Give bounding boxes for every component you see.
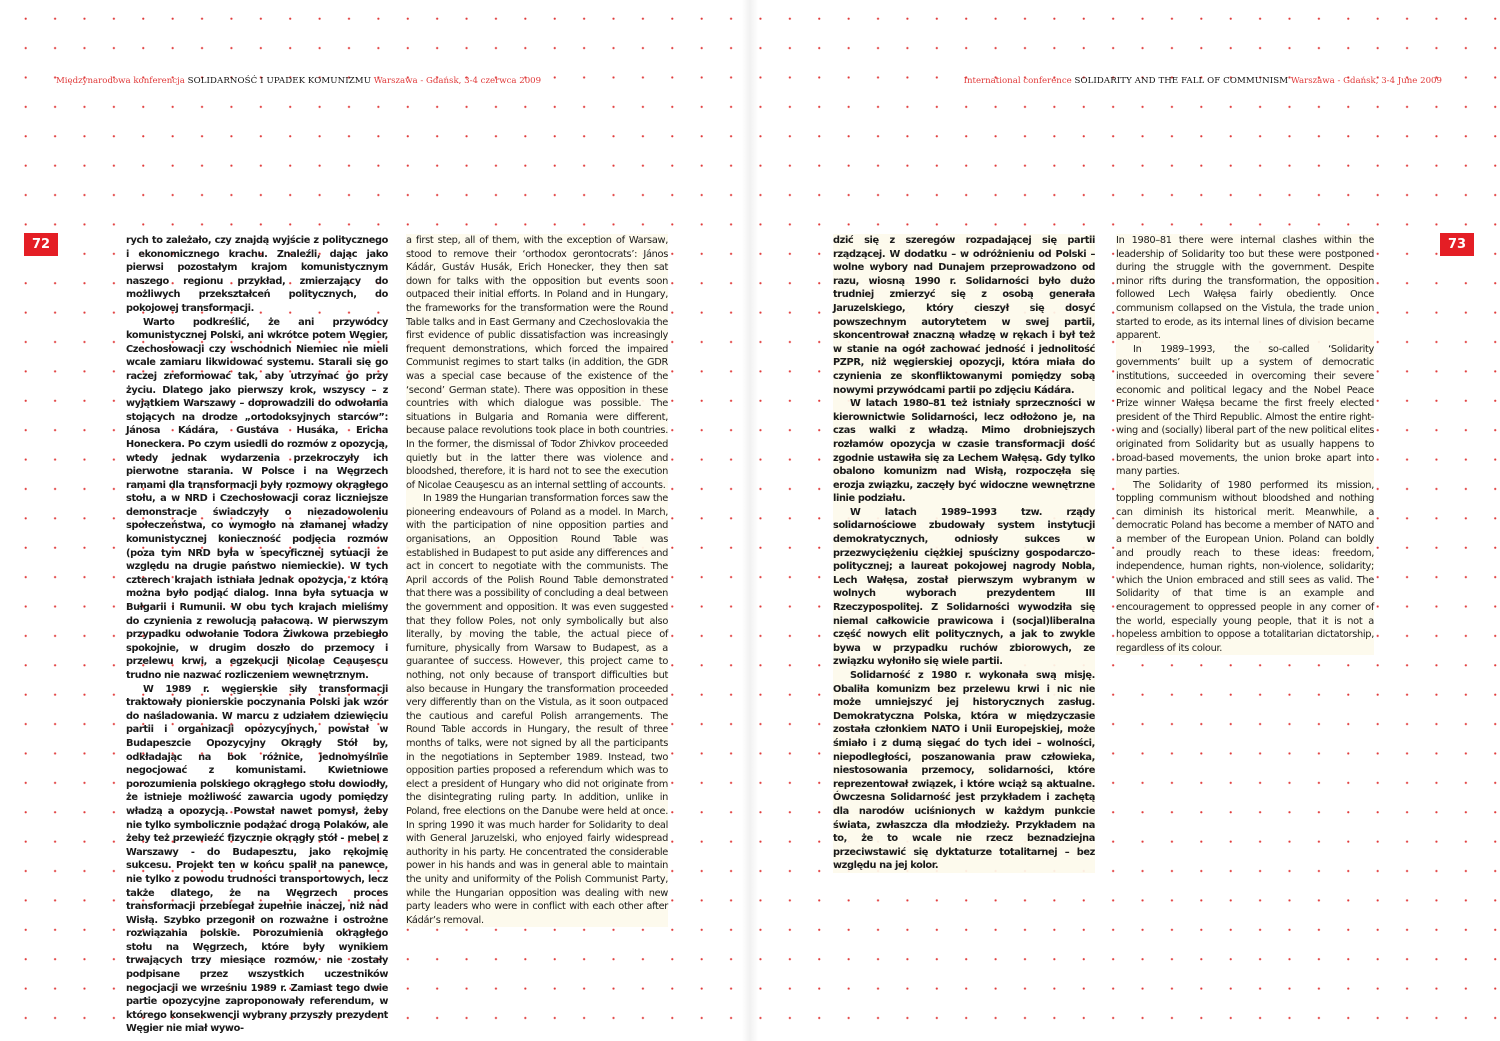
body-paragraph: In 1980–81 there were internal clashes within the leadership of Solidarity too but these were postponed during the struggle with the government. Despite minor rifts during the transformation, the opposition followed Lech Wałęsa fairly obediently. Once communism collapsed on the Vistula, the trade union started to erode, as its internal lines of division became apparent. (1116, 235, 1374, 342)
running-head-right (964, 75, 1442, 87)
body-paragraph: W 1989 r. węgierskie siły transformacji traktowały pionierskie poczynania Polski jak wzór do naśladowania. W marcu z udziałem dziewięciu partii i organizacji opozycyjnych, powstał w Budapeszcie Opozycyjny Okrągły Stół by, odkładając na bok różnice, jednomyślnie negocjować z komunistami. Kwietniowe porozumienia polskiego okrągłego stołu dowiodły, że istnieje możliwość zawarcia ugody pomiędzy władzą a opozycją. Powstał nawet pomysł, żeby nie tylko symbolicznie podążać drogą Polaków, ale żeby też przewieźć fizycznie okrągły stół - mebel z Warszawy - do Budapesztu, jako rękojmię sukcesu. Projekt ten w końcu spalił na panewce, nie tylko z powodu trudności transportowych, lecz także dlatego, że na Węgrzech proces transformacji przebiegał zupełnie inaczej, niż nad Wisłą. Szybko przegonił on rozważne i ostrożne rozwiązania polskie. Porozumienia okrągłego stołu na Węgrzech, które były wynikiem trwających trzy miesiące rozmów, nie zostały podpisane przez wszystkich uczestników negocjacji we wrześniu 1989 r. Zamiast tego dwie partie opozycyjne zaproponowały referendum, w którego konsekwencji wybrany przyszły prezydent Węgier nie miał wywo- (126, 683, 388, 1035)
running-head-left-prefix: Międzynarodowa konferencja (56, 76, 188, 86)
page-number-right: 73 (1440, 233, 1474, 256)
running-head-left-suffix: Warszawa - Gdańsk, 3-4 czerwca 2009 (371, 76, 542, 86)
right-page-polish-column (833, 234, 1095, 873)
body-paragraph: dzić się z szeregów rozpadającej się partii rządzącej. W dodatku – w odróżnieniu od Polski – wolne wybory nad Dunajem przeprowadzono od razu, wiosną 1990 r. Solidarności było dużo trudniej zmierzyć się z osobą generała Jaruzelskiego, który cieszył się dosyć powszechnym autorytetem w swej partii, skoncentrował znaczną władzę w rękach i był też w stanie na ogół zachować jedność i jednolitość PZPR, niż węgierskiej opozycji, która miała do czynienia ze skonfliktowanymi pomiędzy sobą nowymi przywódcami partii po zdjęciu Kádára. (833, 235, 1095, 396)
running-head-right-prefix: International conference (963, 76, 1075, 86)
body-paragraph: W latach 1980–81 też istniały sprzeczności w kierownictwie Solidarności, lecz odłożono je, na czas walki z władzą. Mimo drobniejszych rozłamów opozycja w czasie transformacji dość zgodnie ustawiła się za Lechem Wałęsą. Gdy tylko obalono komunizm nad Wisłą, rozpoczęła się erozja związku, zaczęły być widoczne wewnętrzne linie podziału. (833, 398, 1095, 505)
right-page (750, 0, 1500, 1041)
body-paragraph: The Solidarity of 1980 performed its mission, toppling communism without bloodshed and nothing can diminish its historical merit. Meanwhile, a democratic Poland has become a member of NATO and a member of the European Union. Poland can boldly and proudly reach to these ideas: freedom, independence, human rights, non-violence, solidarity; which the Union embraced and still sees as valid. The Solidarity of that time is an example and encouragement to oppressed people in any corner of the world, especially young people, that it is not a hopeless ambition to oppose a totalitarian dictatorship, regardless of its colour. (1116, 479, 1374, 654)
body-paragraph: In 1989 the Hungarian transformation forces saw the pioneering endeavours of Poland as a model. In March, with the participation of nine opposition parties and organisations, an Opposition Round Table was established in Budapest to put aside any differences and act in concert to negotiate with the communists. The April accords of the Polish Round Table demonstrated that there was a possibility of concluding a deal between the government and opposition. It was even suggested that they follow Poles, not only symbolically but also literally, by moving the table, the actual piece of furniture, physically from Warsaw to Budapest, as a guarantee of success. However, this project came to nothing, not only because of transport difficulties but also because in Hungary the transformation proceeded very differently than on the Vistula, as it soon outpaced the cautious and careful Polish arrangements. The Round Table accords in Hungary, the result of three months of talks, were not signed by all the participants in the negotiations in September 1989. Instead, two opposition parties proposed a referendum which was to elect a president of Hungary who did not originate from the disintegrating ruling party. In addition, unlike in Poland, free elections on the Danube were held at once. In spring 1990 it was much harder for Solidarity to deal with General Jaruzelski, who enjoyed fairly widespread authority in his party. He concentrated the considerable power in his hands and was in general able to maintain the unity and uniformity of the Polish Communist Party, while the Hungarian opposition was dealing with new party leaders who were in conflict with each other after Kádár’s removal. (406, 493, 668, 926)
body-paragraph: rych to zależało, czy znajdą wyjście z politycznego i ekonomicznego krachu. Znaleźli, dając jako pierwsi pozostałym krajom komunistycznym naszego regionu przykład, zmierzający do możliwych przekształceń politycznych, do pokojowej transformacji. (126, 235, 388, 314)
left-page-english-column (406, 234, 668, 927)
body-paragraph: Warto podkreślić, że ani przywódcy komunistycznej Polski, ani wkrótce potem Węgier, Czechosłowacji czy wschodnich Niemiec nie mieli wcale zamiaru likwidować systemu. Starali się go raczej zreformować tak, aby utrzymać go przy życiu. Dlatego jako pierwszy krok, wszyscy – z wyjątkiem Warszawy – doprowadzili do odwołania stojących na drodze „ortodoksyjnych starców”: Jánosa Kádára, Gustáva Husáka, Ericha Honeckera. Po czym usiedli do rozmów z opozycją, wtedy jednak wydarzenia przekroczyły ich pierwotne starania. W Polsce i na Węgrzech ramami dla transformacji były rozmowy okrągłego stołu, a w NRD i Czechosłowacji coraz liczniejsze demonstracje świadczyły o niezadowoleniu społeczeństwa, co wymogło na złamanej władzy komunistycznej konieczność podjęcia rozmów (poza tym NRD była w specyficznej sytuacji ze względu na drugie państwo niemieckie). W tych czterech krajach istniała jednak opozycja, z którą można było podjąć dialog. Inna była sytuacja w Bułgarii i Rumunii. W obu tych krajach mieliśmy do czynienia z rewolucją pałacową. W pierwszym przypadku odwołanie Todora Żiwkowa przebiegło spokojnie, w drugim doszło do przemocy i przelewu krwi, a egzekucji Nicolae Ceauşescu trudno nie nazwać rozliczeniem wewnętrznym. (126, 316, 388, 681)
running-head-right-title: SOLIDARITY AND THE FALL OF COMMUNISM (1074, 76, 1289, 86)
running-head-right-suffix: Warszawa - Gdańsk, 3-4 June 2009 (1288, 76, 1442, 86)
body-paragraph: Solidarność z 1980 r. wykonała swą misję. Obaliła komunizm bez przelewu krwi i nic nie może umniejszyć jej historycznych zasług. Demokratyczna Polska, która w międzyczasie została członkiem NATO i Unii Europejskiej, może śmiało i z dumą sięgać do tych idei – wolności, niepodległości, poszanowania praw człowieka, niestosowania przemocy, solidarności, które reprezentował związek, i które wciąż są aktualne. Ówczesna Solidarność jest przykładem i zachętą dla narodów uciśnionych w każdym punkcie świata, zwłaszcza dla młodzieży. Przykładem na to, że to wcale nie rzecz beznadziejna przeciwstawić się dyktaturze totalitarnej – bez względu na jej kolor. (833, 670, 1095, 872)
body-paragraph: W latach 1989–1993 tzw. rządy solidarnościowe zbudowały system instytucji demokratycznych, odniosły sukces w przezwyciężeniu ciężkiej spuścizny gospodarczo-politycznej; a laureat pokojowej nagrody Nobla, Lech Wałęsa, został pierwszym wybranym w wolnych wyborach prezydentem III Rzeczypospolitej. Z Solidarności wywodziła się niemal całkowicie prawicowa i (socjal)liberalna część nowych elit politycznych, a jak to zwykle bywa w przypadku ruchów zbiorowych, ze związku wyłoniło się wiele partii. (833, 506, 1095, 668)
running-head-left-title: SOLIDARNOŚĆ I UPADEK KOMUNIZMU (187, 76, 372, 86)
right-page-english-column (1116, 234, 1374, 655)
body-paragraph: In 1989–1993, the so-called ‘Solidarity governments’ built up a system of democratic institutions, succeeded in overcoming their severe economic and political legacy and the Nobel Peace Prize winner Wałęsa became the first freely elected president of the Third Republic. Almost the entire right-wing and (socially) liberal part of the new political elites originated from Solidarity but as usually happens to broad-based movements, the union broke apart into many parties. (1116, 343, 1374, 478)
running-head-left (56, 75, 541, 87)
body-paragraph: a first step, all of them, with the exception of Warsaw, stood to remove their ‘orthodox gerontocrats’: János Kádár, Gustáv Husák, Erich Honecker, they then sat down for talks with the opposition but events soon outpaced their initial efforts. In Poland and in Hungary, the frameworks for the transformation were the Round Table talks and in East Germany and Czechoslovakia the first evidence of public dissatisfaction was increasingly frequent demonstrations, which forced the impaired Communist regimes to start talks (in addition, the GDR was a special case because of the existence of the ‘second’ German state). There was opposition in these countries with which dialogue was possible. The situations in Bulgaria and Romania were different, because palace revolutions took place in both countries. In the former, the dismissal of Todor Zhivkov proceeded quietly but in the latter there was violence and bloodshed, therefore, it is hard not to see the execution of Nicolae Ceauşescu as an internal settling of accounts. (406, 235, 668, 491)
left-page-polish-column (126, 234, 388, 1036)
page-number-left: 72 (24, 233, 58, 256)
